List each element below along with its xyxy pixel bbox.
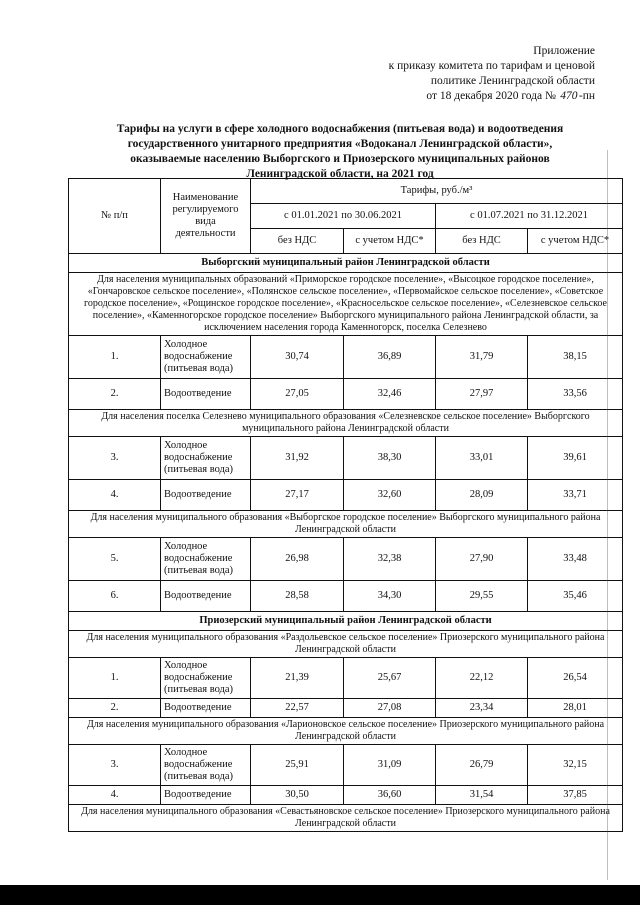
group-row (69, 273, 623, 336)
tariff-h2-with-vat: 33,56 (528, 379, 623, 410)
order-suffix: -пн (578, 90, 595, 102)
tariff-h2-no-vat: 27,97 (436, 379, 528, 410)
tariff-h1-with-vat: 36,89 (344, 336, 436, 379)
table-row (69, 786, 623, 805)
tariff-h1-no-vat: 30,74 (251, 336, 344, 379)
group-row (69, 631, 623, 658)
tariff-h1-with-vat: 25,67 (344, 658, 436, 699)
tariff-h1-with-vat: 32,46 (344, 379, 436, 410)
row-activity: Водоотведение (161, 786, 251, 805)
section-title: Выборгский муниципальный район Ленинградской области (69, 254, 623, 273)
appendix-line-3: политике Ленинградской области (430, 75, 595, 87)
row-activity: Водоотведение (161, 699, 251, 718)
document-title (60, 122, 620, 182)
appendix-block (355, 44, 595, 104)
tariff-h2-no-vat: 22,12 (436, 658, 528, 699)
group-description: Для населения муниципального образования «Севастьяновское сельское поселение» Приозерского муниципального района Ленинградской области (69, 805, 623, 832)
tariff-h2-with-vat: 39,61 (528, 437, 623, 480)
tariff-h2-no-vat: 28,09 (436, 480, 528, 511)
tariff-h1-no-vat: 21,39 (251, 658, 344, 699)
row-number: 2. (69, 699, 161, 718)
tariff-h2-no-vat: 33,01 (436, 437, 528, 480)
row-activity: Водоотведение (161, 480, 251, 511)
tariff-h1-with-vat: 36,60 (344, 786, 436, 805)
tariff-h2-no-vat: 26,79 (436, 745, 528, 786)
header-with-vat-2: с учетом НДС* (528, 229, 623, 254)
title-line-3: оказываемые населению Выборгского и Приозерского муниципальных районов (130, 153, 550, 165)
row-number: 4. (69, 786, 161, 805)
tariff-h1-no-vat: 27,05 (251, 379, 344, 410)
section-row (69, 612, 623, 631)
table-row (69, 745, 623, 786)
group-row (69, 805, 623, 832)
header-period-1: с 01.01.2021 по 30.06.2021 (251, 204, 436, 229)
row-number: 4. (69, 480, 161, 511)
table-row (69, 658, 623, 699)
scan-bottom-edge (0, 885, 640, 905)
tariff-h1-no-vat: 22,57 (251, 699, 344, 718)
table-row (69, 379, 623, 410)
row-number: 5. (69, 538, 161, 581)
header-activity: Наименование регулируемого вида деятельности (161, 179, 251, 254)
title-line-2: государственного унитарного предприятия «Водоканал Ленинградской области», (127, 138, 553, 150)
table-row (69, 480, 623, 511)
row-activity: Холодное водоснабжение (питьевая вода) (161, 745, 251, 786)
row-activity: Холодное водоснабжение (питьевая вода) (161, 336, 251, 379)
header-period-2: с 01.07.2021 по 31.12.2021 (436, 204, 623, 229)
tariff-h2-with-vat: 38,15 (528, 336, 623, 379)
row-number: 2. (69, 379, 161, 410)
tariff-h1-with-vat: 27,08 (344, 699, 436, 718)
tariff-h2-no-vat: 31,54 (436, 786, 528, 805)
order-number: 470 (560, 90, 578, 102)
tariff-h1-no-vat: 30,50 (251, 786, 344, 805)
row-number: 6. (69, 581, 161, 612)
group-row (69, 718, 623, 745)
header-with-vat-1: с учетом НДС* (344, 229, 436, 254)
tariff-h2-with-vat: 33,48 (528, 538, 623, 581)
header-tariffs: Тарифы, руб./м³ (251, 179, 623, 204)
row-number: 1. (69, 336, 161, 379)
title-line-4: Ленинградской области, на 2021 год (246, 168, 434, 180)
tariff-h1-no-vat: 26,98 (251, 538, 344, 581)
header-no-vat-1: без НДС (251, 229, 344, 254)
row-number: 3. (69, 745, 161, 786)
tariff-h1-with-vat: 31,09 (344, 745, 436, 786)
header-no-vat-2: без НДС (436, 229, 528, 254)
table-row (69, 538, 623, 581)
row-activity: Холодное водоснабжение (питьевая вода) (161, 437, 251, 480)
tariff-h1-with-vat: 32,38 (344, 538, 436, 581)
tariff-table (68, 178, 623, 832)
tariff-h2-with-vat: 26,54 (528, 658, 623, 699)
header-num: № п/п (69, 179, 161, 254)
group-description: Для населения муниципального образования «Раздольевское сельское поселение» Приозерского муниципального района Ленинградской области (69, 631, 623, 658)
tariff-h2-no-vat: 23,34 (436, 699, 528, 718)
tariff-h2-no-vat: 29,55 (436, 581, 528, 612)
tariff-h2-with-vat: 35,46 (528, 581, 623, 612)
tariff-h2-with-vat: 28,01 (528, 699, 623, 718)
tariff-h2-no-vat: 31,79 (436, 336, 528, 379)
table-row (69, 336, 623, 379)
row-activity: Водоотведение (161, 581, 251, 612)
group-description: Для населения поселка Селезнево муниципального образования «Селезневское сельское поселение» Выборгского муниципального района Ленинградской области (69, 410, 623, 437)
tariff-h2-no-vat: 27,90 (436, 538, 528, 581)
appendix-line-4 (355, 89, 595, 104)
row-activity: Холодное водоснабжение (питьевая вода) (161, 658, 251, 699)
tariff-h1-with-vat: 34,30 (344, 581, 436, 612)
row-activity: Холодное водоснабжение (питьевая вода) (161, 538, 251, 581)
tariff-h1-no-vat: 28,58 (251, 581, 344, 612)
tariff-h1-no-vat: 25,91 (251, 745, 344, 786)
title-line-1: Тарифы на услуги в сфере холодного водоснабжения (питьевая вода) и водоотведения (116, 123, 564, 135)
tariff-h2-with-vat: 32,15 (528, 745, 623, 786)
tariff-h1-no-vat: 27,17 (251, 480, 344, 511)
group-row (69, 410, 623, 437)
row-activity: Водоотведение (161, 379, 251, 410)
table-row (69, 699, 623, 718)
tariff-h1-with-vat: 38,30 (344, 437, 436, 480)
appendix-date: от 18 декабря 2020 года № (426, 90, 556, 102)
appendix-line-2: к приказу комитета по тарифам и ценовой (388, 60, 595, 72)
table-row (69, 437, 623, 480)
scan-artifact-line (607, 150, 608, 880)
group-row (69, 511, 623, 538)
section-row (69, 254, 623, 273)
group-description: Для населения муниципального образования «Ларионовское сельское поселение» Приозерского муниципального района Ленинградской области (69, 718, 623, 745)
tariff-h1-no-vat: 31,92 (251, 437, 344, 480)
tariff-h1-with-vat: 32,60 (344, 480, 436, 511)
tariff-h2-with-vat: 33,71 (528, 480, 623, 511)
appendix-line-1: Приложение (533, 45, 595, 57)
table-row (69, 581, 623, 612)
row-number: 1. (69, 658, 161, 699)
row-number: 3. (69, 437, 161, 480)
tariff-h2-with-vat: 37,85 (528, 786, 623, 805)
group-description: Для населения муниципальных образований «Приморское городское поселение», «Высоцкое городское поселение», «Гончаровское сельское поселение», «Полянское сельское поселение», «Первомайское сельское поселение», «Советское городское поселение», «Рощинское городское поселение», «Красносельское сельское поселение», «Селезневское сельское поселение», «Каменногорское городское поселение» Выборгского муниципального района Ленинградской области, за исключением населения города Каменногорск, поселка Селезнево (69, 273, 623, 336)
group-description: Для населения муниципального образования «Выборгское городское поселение» Выборгского муниципального района Ленинградской области (69, 511, 623, 538)
section-title: Приозерский муниципальный район Ленинградской области (69, 612, 623, 631)
